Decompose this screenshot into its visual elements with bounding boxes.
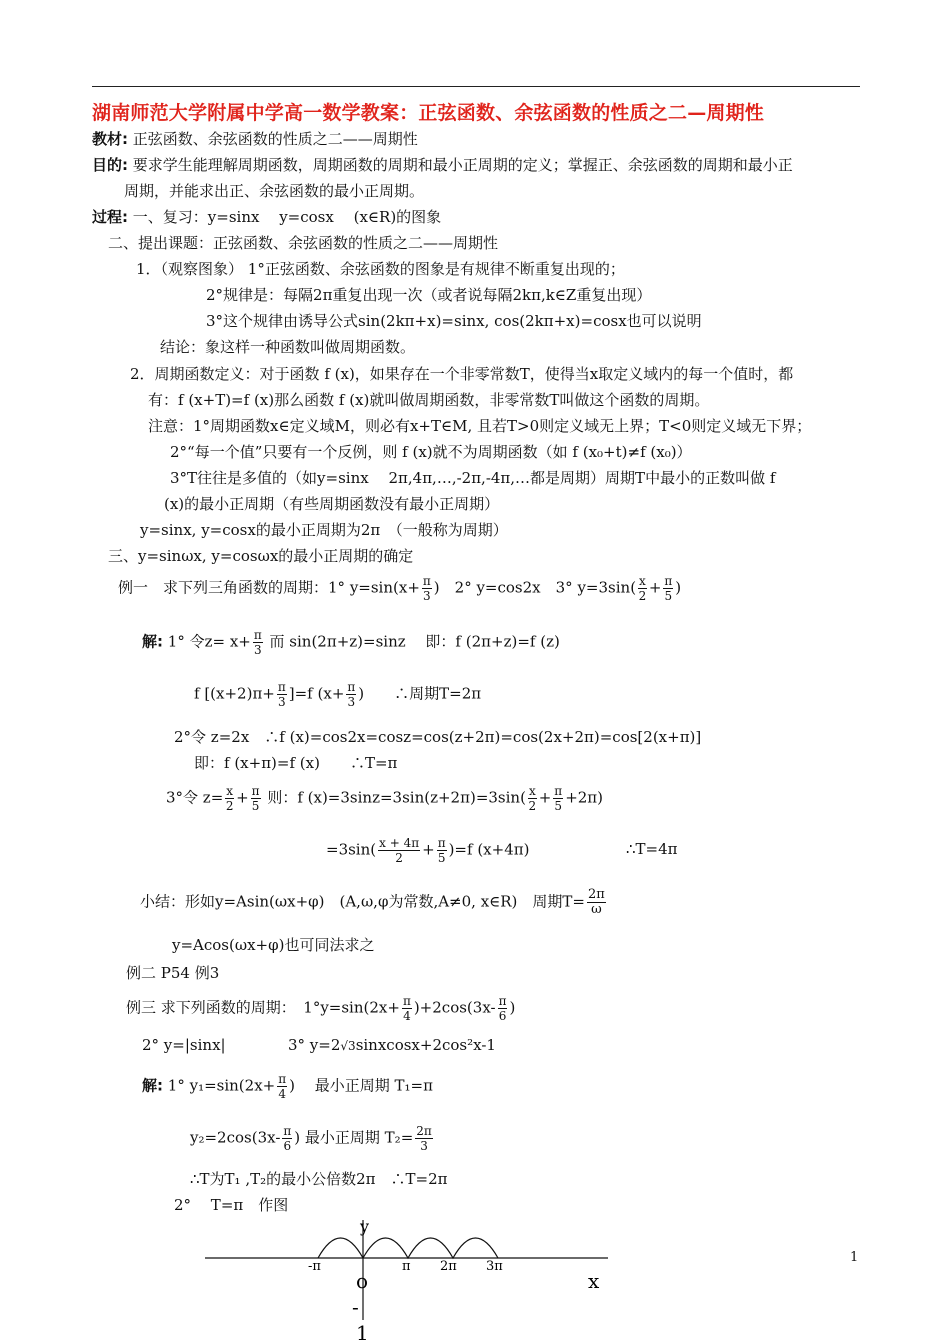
solution-3-2: =3sin( $\frac{x + 4\pi}{2}$ + $\frac{\pi}{5}$ )=f (x+4π)	[326, 836, 530, 865]
solution-3-result: ∴T=4π	[626, 840, 678, 858]
example-1-text: 例一 求下列三角函数的周期：1° y=sin(x+	[118, 578, 420, 597]
fraction-numerator: π	[437, 836, 446, 850]
process-label: 过程:	[92, 208, 128, 226]
fraction	[253, 628, 263, 657]
fraction-numerator: π	[554, 784, 563, 798]
fraction-numerator: π	[251, 784, 260, 798]
fraction-numerator: π	[422, 574, 431, 588]
x-axis-label: x	[588, 1269, 600, 1293]
example-3-text-b: )+2cos(3x-	[413, 998, 496, 1017]
example-3-3	[288, 1036, 496, 1054]
summary-line-2: y=Acos(ωx+φ)也可同法求之	[172, 936, 375, 954]
solution-1-2-text: f [(x+2)π+	[194, 684, 275, 703]
fraction-numerator: x	[528, 784, 536, 798]
solution-1-2-text-c: ) ∴周期T=2π	[358, 684, 482, 703]
abs-sin-graph	[200, 1210, 620, 1344]
goal-text-2: 周期，并能求出正、余弦函数的最小正周期。	[124, 182, 425, 200]
solution-b-2-text-b: ) 最小正周期 T₂=	[294, 1128, 414, 1147]
fraction-numerator: 2π	[416, 1124, 432, 1138]
sec2-item2-b: 有：f (x+T)=f (x)那么函数 f (x)就叫做周期函数，非零常数T叫做这个函数的周期。	[148, 391, 710, 409]
fraction	[415, 1124, 433, 1153]
fraction-numerator: π	[347, 680, 356, 694]
solution-1-1-text-b: 而 sin(2π+z)=sinz 即：f (2π+z)=f (z)	[264, 632, 560, 651]
fraction	[282, 1124, 292, 1153]
goal-label: 目的:	[92, 156, 128, 174]
example-3-2: 2° y=|sinx|	[142, 1036, 226, 1054]
goal-line	[92, 154, 793, 175]
fraction	[225, 784, 234, 813]
sec2-item1: 1．（观察图象） 1°正弦函数、余弦函数的图象是有规律不断重复出现的；	[136, 260, 625, 278]
fraction-numerator: π	[277, 680, 286, 694]
example-3	[126, 994, 515, 1023]
material-line	[92, 128, 418, 149]
fraction	[498, 994, 508, 1023]
fraction-denominator: 3	[423, 589, 431, 603]
fraction-denominator: 3	[347, 695, 356, 709]
example-3-3-text-b: sinxcosx+2cos²x-1	[355, 1036, 496, 1054]
summary-line	[140, 888, 608, 917]
fraction-denominator: 5	[664, 589, 673, 603]
fraction	[402, 994, 412, 1023]
fraction-denominator: 5	[554, 799, 563, 813]
solution-1-2-text-b: ]=f (x+	[288, 684, 345, 703]
fraction-numerator: π	[253, 628, 262, 642]
tick-label-pi: π	[402, 1259, 411, 1274]
material-text: 正弦函数、余弦函数的性质之二——周期性	[132, 130, 418, 148]
solution-2-1: 2°令 z=2x ∴f (x)=cos2x=cosz=cos(z+2π)=cos(2x+2π)=cos[2(x+π)]	[174, 728, 702, 746]
origin-label: o	[356, 1269, 369, 1293]
one-label: 1	[356, 1321, 369, 1344]
solution-b-1	[142, 1072, 433, 1101]
example-2: 例二 P54 例3	[126, 964, 220, 982]
solution-b-3: ∴T为T₁ ,T₂的最小公倍数2π ∴T=2π	[190, 1170, 448, 1188]
sec2-note1: 注意：1°周期函数x∈定义域M，则必有x+T∈M, 且若T>0则定义域无上界；T<0则定义域无下界；	[148, 417, 812, 435]
solution-3-1-text: 3°令 z=	[166, 788, 224, 807]
sec2-note3: 3°T往往是多值的（如y=sinx 2π,4π,…,-2π,-4π,…都是周期）周期T中最小的正数叫做 f	[170, 469, 776, 487]
fraction	[528, 784, 537, 813]
curve	[318, 1238, 498, 1258]
example-1-text-b: ) 2° y=cos2x 3° y=3sin(	[433, 578, 637, 597]
tick-label-2pi: 2π	[440, 1259, 457, 1274]
fraction-numerator: π	[664, 574, 673, 588]
fraction-denominator: 6	[283, 1139, 292, 1153]
sec2-note2: 2°“每一个值”只要有一个反例，则 f (x)就不为周期函数（如 f (x₀+t)≠f (x₀)）	[170, 443, 692, 461]
sec3-heading: 三、y=sinωx, y=cosωx的最小正周期的确定	[108, 547, 414, 565]
fraction-denominator: 2	[395, 851, 403, 865]
fraction	[277, 680, 287, 709]
page-number: 1	[850, 1250, 859, 1265]
solution-b-1-text-b: ) 最小正周期 T₁=π	[289, 1076, 433, 1095]
fraction-denominator: 2	[638, 589, 647, 603]
page-title: 湖南师范大学附属中学高一数学教案：正弦函数、余弦函数的性质之二—周期性	[92, 102, 765, 124]
fraction	[422, 574, 432, 603]
fraction-denominator: 3	[254, 643, 262, 657]
sec2-item1-2: 2°规律是：每隔2π重复出现一次（或者说每隔2kπ,k∈Z重复出现）	[206, 286, 652, 304]
solution-2-2: 即：f (x+π)=f (x) ∴T=π	[194, 754, 398, 772]
fraction	[587, 888, 606, 917]
fraction	[346, 680, 356, 709]
fraction-denominator: 4	[278, 1087, 286, 1101]
sec2-item2-a: 2．周期函数定义：对于函数 f (x)，如果存在一个非零常数T，使得当x取定义域内的每一个值时，都	[130, 365, 794, 383]
solution-3-1: 3°令 z= $\frac{x}{2}$ + $\frac{\pi}{5}$ 则：f (x)=3sinz=3sin(z+2π)=3sin( $\frac{x}{2}$ + $\frac{\pi}{5}$ +2π)	[166, 784, 604, 813]
fraction-numerator: x + 4π	[379, 836, 420, 850]
fraction	[277, 1072, 287, 1101]
sec2-heading: 二、提出课题：正弦函数、余弦函数的性质之二——周期性	[108, 234, 499, 252]
fraction-denominator: 4	[403, 1009, 411, 1023]
fraction	[638, 574, 647, 603]
sec2-note5: y=sinx, y=cosx的最小正周期为2π （一般称为周期）	[140, 521, 508, 539]
fraction-denominator: 3	[420, 1139, 428, 1153]
sec2-item1-3: 3°这个规律由诱导公式sin(2kπ+x)=sinx, cos(2kπ+x)=cosx也可以说明	[206, 312, 702, 330]
solution-1-1-text: 1° 令z= x+	[167, 632, 251, 651]
fraction-denominator: 2	[528, 799, 537, 813]
fraction-denominator: 3	[278, 695, 286, 709]
solution-b-2-text: y₂=2cos(3x-	[190, 1128, 281, 1147]
solution-b-1-text: 1° y₁=sin(2x+	[167, 1076, 276, 1095]
sec2-note4: (x)的最小正周期（有些周期函数没有最小正周期）	[164, 495, 500, 513]
top-rule	[92, 86, 860, 87]
fraction-numerator: 2π	[587, 887, 605, 902]
fraction	[378, 836, 420, 865]
solution-3-2-text-b: )=f (x+4π)	[448, 840, 530, 859]
fraction-denominator: ω	[591, 902, 602, 917]
process-line	[92, 206, 441, 227]
fraction	[251, 784, 261, 813]
tick-label-neg-pi: -π	[308, 1259, 321, 1274]
goal-text: 要求学生能理解周期函数，周期函数的周期和最小正周期的定义；掌握正、余弦函数的周期和最小正	[132, 156, 793, 174]
solution-label: 解:	[142, 632, 163, 651]
fraction-denominator: 6	[498, 1009, 507, 1023]
tick-label-3pi: 3π	[486, 1259, 503, 1274]
fraction	[663, 574, 673, 603]
sec2-conclusion: 结论：象这样一种函数叫做周期函数。	[160, 338, 416, 356]
solution-b-4: 2° T=π 作图	[174, 1196, 289, 1214]
material-label: 教材:	[92, 130, 128, 148]
example-3-text: 例三 求下列函数的周期： 1°y=sin(2x+	[126, 998, 400, 1017]
solution-label: 解:	[142, 1076, 163, 1095]
solution-3-2-text: =3sin(	[326, 840, 377, 859]
solution-3-1-text-b: 则：f (x)=3sinz=3sin(z+2π)=3sin(	[262, 788, 526, 807]
solution-3-1-text-c: +2π)	[565, 788, 604, 807]
summary-text: 小结：形如y=Asin(ωx+φ) (A,ω,φ为常数,A≠0, x∈R) 周期T=	[140, 892, 585, 911]
fraction-numerator: π	[498, 994, 507, 1008]
fraction-numerator: x	[639, 574, 646, 588]
fraction-denominator: 5	[251, 799, 260, 813]
example-1: 例一 求下列三角函数的周期：1° y=sin(x+ $\frac{\pi}{3}$ ) 2° y=cos2x 3° y=3sin( $\frac{x}{2}$ + $\frac{\pi}{5}$ )	[118, 574, 682, 603]
process-text: 一、复习：y=sinx y=cosx (x∈R)的图象	[132, 208, 442, 226]
fraction-numerator: π	[283, 1124, 292, 1138]
solution-b-2	[190, 1124, 435, 1153]
fraction	[437, 836, 447, 865]
solution-1-2	[194, 680, 481, 709]
solution-1-1	[142, 628, 560, 657]
example-3-text-c: )	[509, 998, 516, 1017]
fraction-numerator: x	[226, 784, 234, 798]
fraction	[553, 784, 563, 813]
fraction-denominator: 2	[225, 799, 234, 813]
minus-sign: -	[352, 1295, 359, 1319]
example-3-3-text: 3° y=2	[288, 1036, 341, 1054]
sqrt-3: √3	[340, 1039, 356, 1053]
y-axis-label: y	[360, 1217, 370, 1236]
fraction-denominator: 5	[437, 851, 446, 865]
fraction-numerator: π	[402, 994, 411, 1008]
fraction-numerator: π	[278, 1072, 287, 1086]
